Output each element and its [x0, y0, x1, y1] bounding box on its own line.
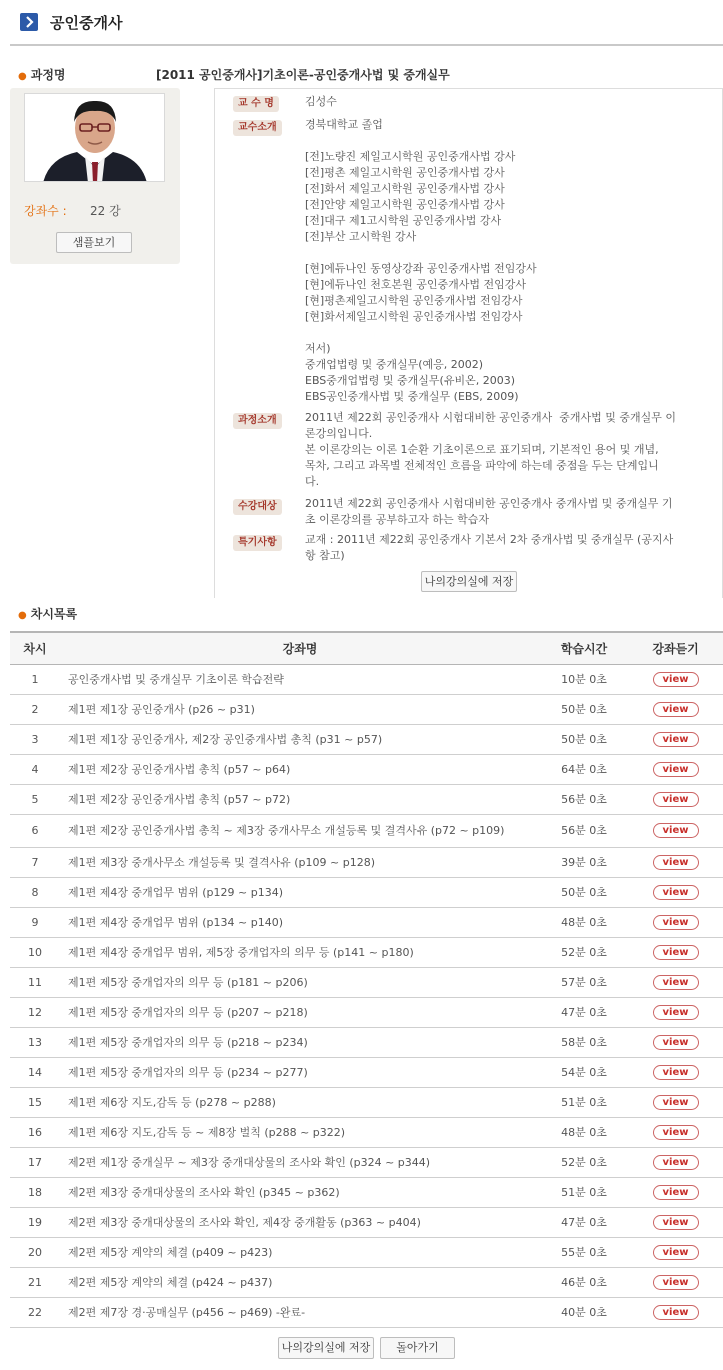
- header-title: 강좌명: [60, 632, 540, 664]
- lesson-number: 10: [10, 937, 60, 967]
- professor-name-tag: 교 수 명: [233, 96, 279, 112]
- lesson-view-cell: [628, 1147, 723, 1177]
- lecture-count-value: 22 강: [90, 204, 121, 218]
- target-tag: 수강대상: [233, 499, 282, 515]
- lesson-duration: 56분 0초: [540, 814, 628, 847]
- lesson-duration: 50분 0초: [540, 724, 628, 754]
- lesson-number: 6: [10, 814, 60, 847]
- lesson-duration: 56분 0초: [540, 784, 628, 814]
- save-to-my-classroom-button[interactable]: 나의강의실에 저장: [421, 571, 517, 592]
- table-row: [10, 1237, 723, 1267]
- text-line: 다.: [305, 475, 320, 488]
- table-row: [10, 1177, 723, 1207]
- lesson-title: 제2편 제3장 중개대상물의 조사와 확인, 제4장 중개활동 (p363 ~ p404): [60, 1207, 540, 1237]
- lessons-table-body: [10, 664, 723, 1327]
- table-row: [10, 754, 723, 784]
- header-no: 차시: [10, 632, 60, 664]
- course-intro-tag: 과정소개: [233, 413, 282, 429]
- lesson-duration: 55분 0초: [540, 1237, 628, 1267]
- view-button[interactable]: view: [653, 672, 699, 687]
- lesson-title: 제2편 제7장 경·공매실무 (p456 ~ p469) -완료-: [60, 1297, 540, 1327]
- text-line: 목차, 그리고 과목별 전체적인 흐름을 파악에 하는데 중점을 두는 단계입니: [305, 459, 659, 472]
- text-line: 저서): [305, 342, 331, 355]
- lesson-number: 8: [10, 877, 60, 907]
- lesson-number: 4: [10, 754, 60, 784]
- lesson-title: 제1편 제4장 중개업무 범위 (p134 ~ p140): [60, 907, 540, 937]
- lesson-title: 제1편 제3장 중개사무소 개설등록 및 결격사유 (p109 ~ p128): [60, 847, 540, 877]
- lesson-title: 제1편 제2장 공인중개사법 총칙 (p57 ~ p64): [60, 754, 540, 784]
- lesson-view-cell: [628, 1027, 723, 1057]
- lesson-title: 제2편 제3장 중개대상물의 조사와 확인 (p345 ~ p362): [60, 1177, 540, 1207]
- lesson-duration: 50분 0초: [540, 877, 628, 907]
- table-row: [10, 997, 723, 1027]
- lesson-duration: 48분 0초: [540, 907, 628, 937]
- view-button[interactable]: view: [653, 855, 699, 870]
- text-line: [현]에듀나인 동영상강좌 공인중개사법 전임강사: [305, 262, 537, 275]
- lesson-number: 18: [10, 1177, 60, 1207]
- lesson-duration: 47분 0초: [540, 1207, 628, 1237]
- lesson-title: 제1편 제5장 중개업자의 의무 등 (p234 ~ p277): [60, 1057, 540, 1087]
- lesson-duration: 52분 0초: [540, 937, 628, 967]
- table-row: [10, 847, 723, 877]
- lesson-title: 공인중개사법 및 중개실무 기초이론 학습전략: [60, 664, 540, 694]
- sample-view-button[interactable]: 샘플보기: [56, 232, 132, 253]
- lesson-view-cell: [628, 784, 723, 814]
- lesson-title: 제1편 제2장 공인중개사법 총칙 ~ 제3장 중개사무소 개설등록 및 결격사유 (p72 ~ p109): [60, 814, 540, 847]
- view-button[interactable]: view: [653, 823, 699, 838]
- lesson-title: 제1편 제4장 중개업무 범위 (p129 ~ p134): [60, 877, 540, 907]
- lecture-count-label: 강좌수 :: [24, 204, 67, 218]
- text-line: 2011년 제22회 공인중개사 시험대비한 공인중개사 중개사법 및 중개실무 기: [305, 497, 673, 510]
- text-line: 2011년 제22회 공인중개사 시험대비한 공인중개사 중개사법 및 중개실무 이: [305, 411, 676, 424]
- view-button[interactable]: view: [653, 1065, 699, 1080]
- lesson-title: 제1편 제6장 지도,감독 등 ~ 제8장 벌칙 (p288 ~ p322): [60, 1117, 540, 1147]
- table-row: [10, 937, 723, 967]
- back-button[interactable]: 돌아가기: [380, 1337, 455, 1359]
- text-line: [전]평촌 제일고시학원 공인중개사법 강사: [305, 166, 505, 179]
- lesson-view-cell: [628, 1117, 723, 1147]
- view-button[interactable]: view: [653, 975, 699, 990]
- view-button[interactable]: view: [653, 1275, 699, 1290]
- table-row: [10, 724, 723, 754]
- lesson-title: 제2편 제5장 계약의 체결 (p409 ~ p423): [60, 1237, 540, 1267]
- header-time: 학습시간: [540, 632, 628, 664]
- lesson-view-cell: [628, 847, 723, 877]
- view-button[interactable]: view: [653, 702, 699, 717]
- text-line: [전]대구 제1고시학원 공인중개사법 강사: [305, 214, 502, 227]
- table-row: [10, 907, 723, 937]
- lesson-number: 12: [10, 997, 60, 1027]
- view-button[interactable]: view: [653, 885, 699, 900]
- lesson-view-cell: [628, 664, 723, 694]
- table-header-row: [10, 632, 723, 664]
- text-line: 경북대학교 졸업: [305, 118, 383, 131]
- text-line: [현]에듀나인 천호본원 공인중개사법 전임강사: [305, 278, 526, 291]
- table-row: [10, 1267, 723, 1297]
- lessons-section-label-text: 차시목록: [30, 607, 78, 621]
- lesson-duration: 48분 0초: [540, 1117, 628, 1147]
- table-row: [10, 967, 723, 997]
- text-line: [현]화서제일고시학원 공인중개사법 전임강사: [305, 310, 523, 323]
- text-line: EBS중개업법령 및 중개실무(유비온, 2003): [305, 374, 515, 387]
- course-info-panel: [214, 88, 723, 598]
- lesson-title: 제1편 제6장 지도,감독 등 (p278 ~ p288): [60, 1087, 540, 1117]
- target-audience: [305, 496, 717, 528]
- professor-intro: [305, 117, 717, 405]
- table-row: [10, 1147, 723, 1177]
- lesson-view-cell: [628, 694, 723, 724]
- lesson-number: 19: [10, 1207, 60, 1237]
- lesson-title: 제1편 제5장 중개업자의 의무 등 (p207 ~ p218): [60, 997, 540, 1027]
- lesson-view-cell: [628, 754, 723, 784]
- lesson-view-cell: [628, 907, 723, 937]
- lesson-duration: 51분 0초: [540, 1177, 628, 1207]
- lesson-duration: 47분 0초: [540, 997, 628, 1027]
- course-intro: [305, 410, 717, 490]
- footer-save-button[interactable]: 나의강의실에 저장: [278, 1337, 374, 1359]
- lesson-duration: 51분 0초: [540, 1087, 628, 1117]
- lesson-number: 3: [10, 724, 60, 754]
- lesson-duration: 50분 0초: [540, 694, 628, 724]
- table-row: [10, 784, 723, 814]
- view-button[interactable]: view: [653, 1305, 699, 1320]
- header-listen: 강좌듣기: [628, 632, 723, 664]
- view-button[interactable]: view: [653, 1035, 699, 1050]
- lesson-view-cell: [628, 997, 723, 1027]
- lesson-view-cell: [628, 967, 723, 997]
- text-line: [전]화서 제일고시학원 공인중개사법 강사: [305, 182, 505, 195]
- text-line: [305, 245, 717, 261]
- special-notes: [305, 532, 717, 564]
- lesson-duration: 40분 0초: [540, 1297, 628, 1327]
- lesson-title: 제1편 제1장 공인중개사, 제2장 공인중개사법 총칙 (p31 ~ p57): [60, 724, 540, 754]
- text-line: [전]부산 고시학원 강사: [305, 230, 417, 243]
- lesson-title: 제1편 제5장 중개업자의 의무 등 (p181 ~ p206): [60, 967, 540, 997]
- view-button[interactable]: view: [653, 792, 699, 807]
- lesson-duration: 64분 0초: [540, 754, 628, 784]
- lesson-view-cell: [628, 877, 723, 907]
- bullet-icon: ●: [18, 610, 27, 621]
- lessons-section-label: [18, 605, 77, 622]
- lesson-title: 제2편 제5장 계약의 체결 (p424 ~ p437): [60, 1267, 540, 1297]
- course-label: [18, 66, 66, 83]
- lesson-number: 16: [10, 1117, 60, 1147]
- view-button[interactable]: view: [653, 762, 699, 777]
- table-row: [10, 1087, 723, 1117]
- table-row: [10, 694, 723, 724]
- professor-name: 김성수: [305, 95, 337, 108]
- course-title: [2011 공인중개사]기초이론-공인중개사법 및 중개실무: [156, 68, 450, 82]
- lesson-number: 17: [10, 1147, 60, 1177]
- lesson-number: 14: [10, 1057, 60, 1087]
- lesson-number: 15: [10, 1087, 60, 1117]
- lesson-duration: 52분 0초: [540, 1147, 628, 1177]
- view-button[interactable]: view: [653, 1215, 699, 1230]
- lesson-view-cell: [628, 1267, 723, 1297]
- text-line: 초 이론강의를 공부하고자 하는 학습자: [305, 513, 490, 526]
- table-row: [10, 1057, 723, 1087]
- professor-photo: [24, 93, 165, 182]
- text-line: [전]안양 제일고시학원 공인중개사법 강사: [305, 198, 505, 211]
- professor-intro-tag: 교수소개: [233, 120, 282, 136]
- lesson-view-cell: [628, 814, 723, 847]
- bullet-icon: ●: [18, 71, 27, 82]
- lesson-duration: 46분 0초: [540, 1267, 628, 1297]
- lesson-title: 제1편 제5장 중개업자의 의무 등 (p218 ~ p234): [60, 1027, 540, 1057]
- lesson-view-cell: [628, 1237, 723, 1267]
- professor-panel: [10, 88, 180, 264]
- view-button[interactable]: view: [653, 1095, 699, 1110]
- view-button[interactable]: view: [653, 1155, 699, 1170]
- lesson-title: 제1편 제4장 중개업무 범위, 제5장 중개업자의 의무 등 (p141 ~ p180): [60, 937, 540, 967]
- lesson-number: 13: [10, 1027, 60, 1057]
- lesson-view-cell: [628, 1297, 723, 1327]
- lesson-view-cell: [628, 937, 723, 967]
- view-button[interactable]: view: [653, 945, 699, 960]
- view-button[interactable]: view: [653, 1245, 699, 1260]
- text-line: [305, 325, 717, 341]
- text-line: 중개업법령 및 중개실무(예응, 2002): [305, 358, 484, 371]
- lesson-duration: 54분 0초: [540, 1057, 628, 1087]
- text-line: 본 이론강의는 이론 1순환 기초이론으로 표기되며, 기본적인 용어 및 개념,: [305, 443, 659, 456]
- lesson-title: 제1편 제2장 공인중개사법 총칙 (p57 ~ p72): [60, 784, 540, 814]
- lesson-view-cell: [628, 1207, 723, 1237]
- text-line: [전]노량진 제일고시학원 공인중개사법 강사: [305, 150, 516, 163]
- text-line: 항 참고): [305, 549, 345, 562]
- view-button[interactable]: view: [653, 1125, 699, 1140]
- page-title: 공인중개사: [50, 14, 123, 32]
- text-line: 론강의입니다.: [305, 427, 373, 440]
- view-button[interactable]: view: [653, 915, 699, 930]
- lesson-view-cell: [628, 1057, 723, 1087]
- notes-tag: 특기사항: [233, 535, 282, 551]
- table-row: [10, 664, 723, 694]
- text-line: [현]평촌제일고시학원 공인중개사법 전임강사: [305, 294, 523, 307]
- lesson-title: 제2편 제1장 중개실무 ~ 제3장 중개대상물의 조사와 확인 (p324 ~ p344): [60, 1147, 540, 1177]
- lesson-duration: 10분 0초: [540, 664, 628, 694]
- view-button[interactable]: view: [653, 1185, 699, 1200]
- table-row: [10, 1027, 723, 1057]
- lessons-table: [10, 631, 723, 1328]
- table-row: [10, 1207, 723, 1237]
- text-line: [305, 133, 717, 149]
- lesson-view-cell: [628, 1177, 723, 1207]
- lesson-title: 제1편 제1장 공인중개사 (p26 ~ p31): [60, 694, 540, 724]
- lesson-number: 21: [10, 1267, 60, 1297]
- text-line: 교재 : 2011년 제22회 공인중개사 기본서 2차 중개사법 및 중개실무 (공지사: [305, 533, 674, 546]
- lesson-number: 22: [10, 1297, 60, 1327]
- lesson-number: 20: [10, 1237, 60, 1267]
- view-button[interactable]: view: [653, 1005, 699, 1020]
- table-row: [10, 1297, 723, 1327]
- lesson-number: 1: [10, 664, 60, 694]
- lesson-duration: 58분 0초: [540, 1027, 628, 1057]
- lesson-number: 7: [10, 847, 60, 877]
- lesson-number: 11: [10, 967, 60, 997]
- chevron-right-icon: [20, 13, 38, 31]
- table-row: [10, 877, 723, 907]
- lesson-duration: 57분 0초: [540, 967, 628, 997]
- lesson-number: 5: [10, 784, 60, 814]
- lesson-number: 2: [10, 694, 60, 724]
- lesson-view-cell: [628, 724, 723, 754]
- course-label-text: 과정명: [30, 68, 66, 82]
- table-row: [10, 814, 723, 847]
- lesson-number: 9: [10, 907, 60, 937]
- view-button[interactable]: view: [653, 732, 699, 747]
- lesson-duration: 39분 0초: [540, 847, 628, 877]
- table-row: [10, 1117, 723, 1147]
- lesson-view-cell: [628, 1087, 723, 1117]
- text-line: EBS공인중개사법 및 중개실무 (EBS, 2009): [305, 390, 519, 403]
- page-header: [10, 0, 723, 46]
